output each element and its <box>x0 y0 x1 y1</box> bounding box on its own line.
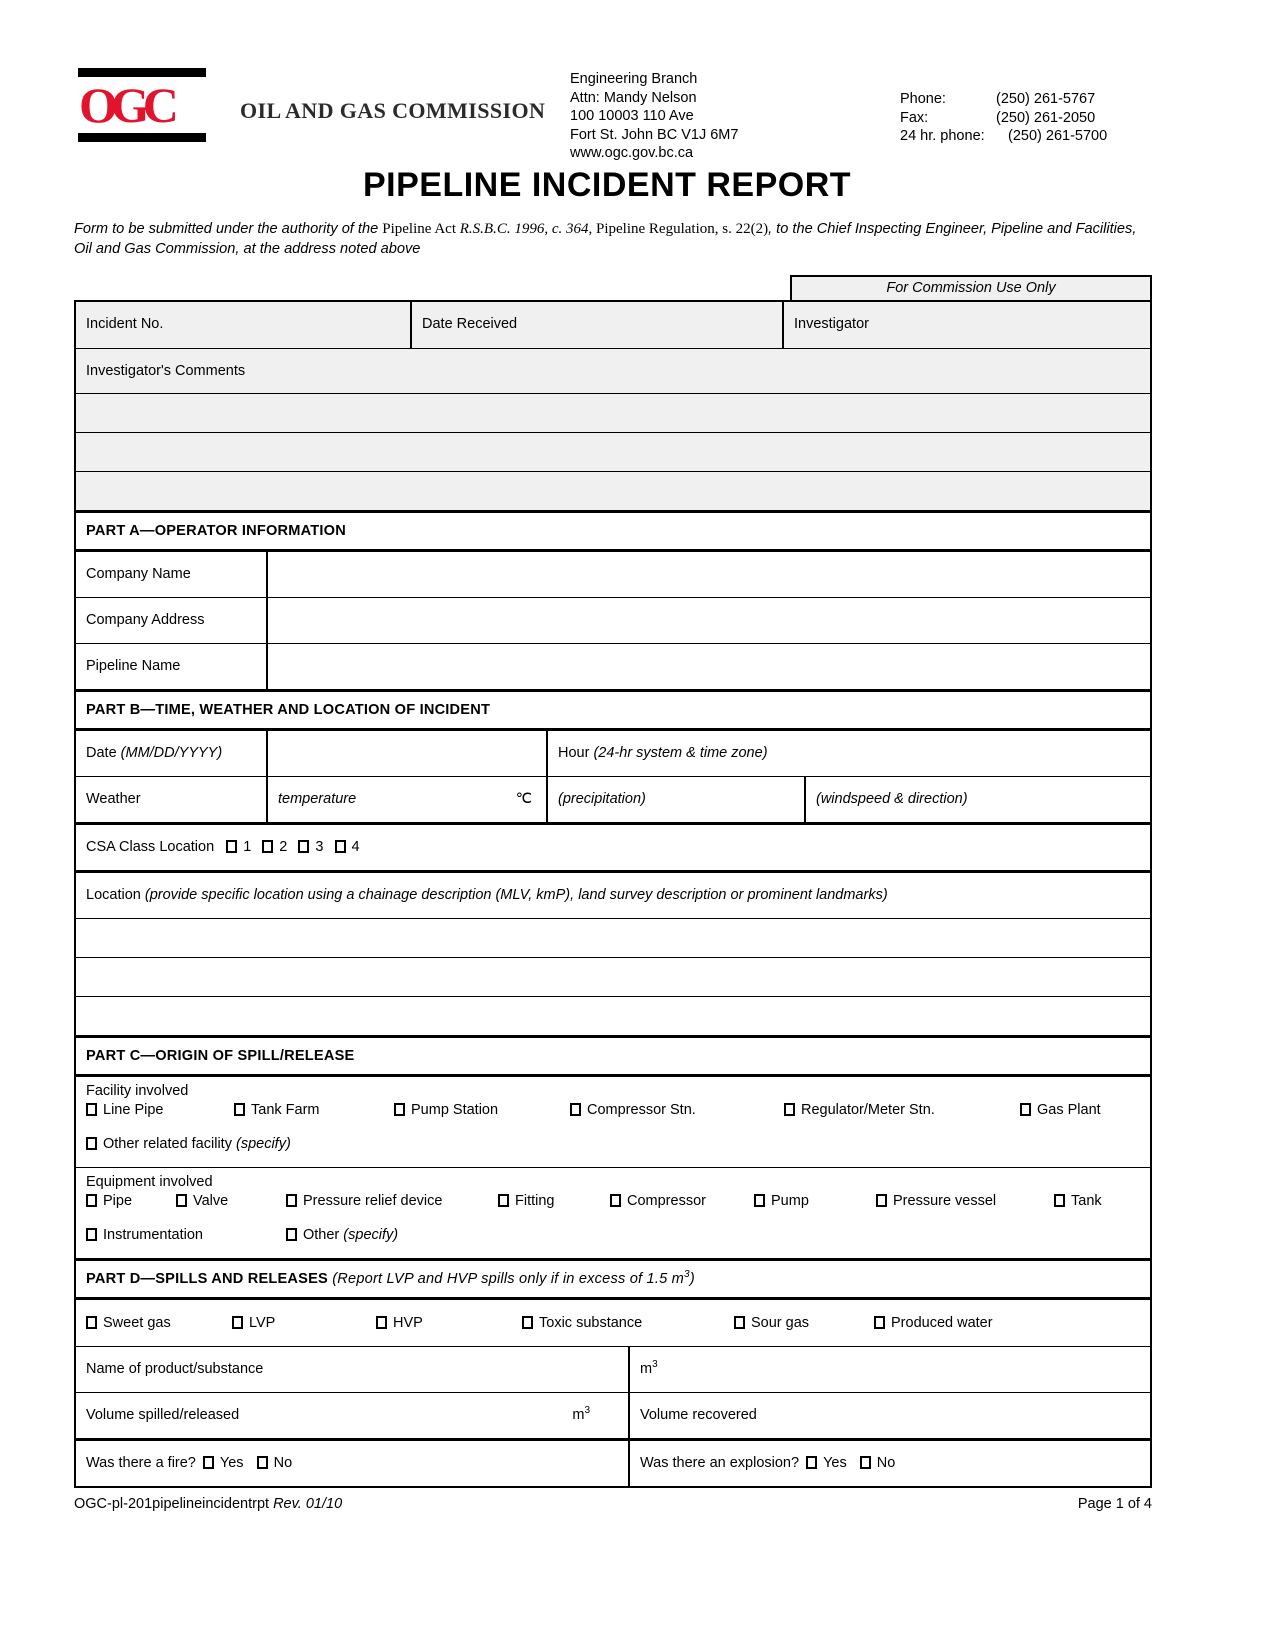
address-line-branch: Engineering Branch <box>570 71 698 87</box>
comments-blank-line[interactable] <box>76 433 1150 471</box>
part-a-heading: PART A—OPERATOR INFORMATION <box>86 523 346 539</box>
investigator-comments-line-3 <box>76 472 1150 513</box>
checkbox-icon[interactable] <box>232 1316 243 1329</box>
equipment-involved-label: Equipment involved <box>86 1174 213 1190</box>
volume-spilled-unit <box>572 1406 590 1424</box>
location-line-1 <box>76 919 1150 958</box>
facility-option-tank-farm[interactable] <box>234 1101 320 1119</box>
csa-option-2-label: 2 <box>279 839 288 855</box>
address-line-street: 100 10003 110 Ave <box>570 108 694 124</box>
commission-tab-row <box>74 275 1152 300</box>
checkbox-icon[interactable] <box>876 1194 887 1207</box>
contact-24hr-value: (250) 261-5700 <box>1008 128 1108 144</box>
equipment-option-pump-label: Pump <box>771 1193 809 1209</box>
checkbox-icon[interactable] <box>234 1103 245 1116</box>
fire-explosion-row <box>76 1441 1150 1486</box>
equipment-option-compressor-label: Compressor <box>627 1193 706 1209</box>
substance-option-lvp-label: LVP <box>249 1315 276 1331</box>
contact-24hr-label: 24 hr. phone: <box>900 128 985 144</box>
cubic-unit: m <box>572 1407 585 1423</box>
equipment-instrumentation-label: Instrumentation <box>103 1227 203 1243</box>
part-d-note-pre: (Report LVP and HVP spills only if in excess of 1.5 m <box>332 1271 685 1287</box>
csa-class-label: CSA Class Location <box>86 839 215 855</box>
equipment-option-fitting[interactable] <box>498 1192 555 1210</box>
equipment-other-hint: (specify) <box>343 1227 399 1243</box>
cubic-unit-exponent: 3 <box>652 1359 658 1371</box>
checkbox-icon[interactable] <box>203 1456 214 1469</box>
cubic-unit-exponent: 3 <box>584 1405 590 1417</box>
facility-option-line-pipe[interactable] <box>86 1101 163 1119</box>
substance-option-toxic-substance[interactable] <box>522 1314 642 1332</box>
explosion-yes-option[interactable] <box>806 1455 847 1471</box>
facility-option-gas-plant-label: Gas Plant <box>1037 1102 1101 1118</box>
checkbox-icon[interactable] <box>376 1316 387 1329</box>
substance-option-hvp[interactable] <box>376 1314 423 1332</box>
checkbox-icon[interactable] <box>754 1194 765 1207</box>
logo-top-bar <box>78 68 206 77</box>
incident-date-label <box>76 731 266 776</box>
part-c-heading-row <box>76 1038 1150 1077</box>
facility-option-compressor-stn[interactable] <box>570 1101 696 1119</box>
contact-fax-label: Fax: <box>900 109 929 126</box>
fire-question-cell <box>76 1441 628 1486</box>
facility-involved-row <box>76 1077 1150 1168</box>
location-label: Location <box>86 887 145 903</box>
facility-option-line-pipe-label: Line Pipe <box>103 1102 164 1118</box>
csa-class-row <box>76 825 1150 873</box>
volume-spilled-label: Volume spilled/released <box>86 1407 240 1423</box>
substance-option-sour-gas-label: Sour gas <box>751 1315 810 1331</box>
checkbox-icon[interactable] <box>806 1456 817 1469</box>
csa-option-1[interactable] <box>226 839 251 855</box>
checkbox-icon[interactable] <box>257 1456 268 1469</box>
cubic-unit: m <box>640 1361 653 1377</box>
authority-part-4: , Pipeline Regulation, s. 22(2) <box>588 221 769 237</box>
date-label-text: Date <box>86 745 121 761</box>
equipment-involved-row <box>76 1168 1150 1261</box>
csa-option-4[interactable] <box>335 839 360 855</box>
company-name-input[interactable] <box>266 552 1150 597</box>
equipment-option-compressor[interactable] <box>610 1192 706 1210</box>
substance-option-hvp-label: HVP <box>393 1315 423 1331</box>
part-b-heading: PART B—TIME, WEATHER AND LOCATION OF INCIDENT <box>86 702 491 718</box>
page-content <box>62 0 1152 1512</box>
checkbox-icon[interactable] <box>286 1228 297 1241</box>
explosion-no-option[interactable] <box>860 1455 896 1471</box>
doc-id-text: OGC-pl-201pipelineincidentrpt <box>74 1496 274 1512</box>
logo-text: OGC <box>79 77 172 133</box>
investigator-comments-label[interactable]: Investigator's Comments <box>76 349 1150 393</box>
fire-no-option[interactable] <box>257 1455 293 1471</box>
organization-name: OIL AND GAS COMMISSION <box>240 98 546 123</box>
substance-options-group <box>76 1300 1150 1346</box>
date-received-field[interactable]: Date Received <box>410 302 782 348</box>
product-name-row <box>76 1347 1150 1393</box>
csa-option-3-label: 3 <box>315 839 324 855</box>
facility-option-pump-station-label: Pump Station <box>411 1102 499 1118</box>
facility-option-pump-station[interactable] <box>394 1101 498 1119</box>
facility-option-regulator-meter-stn[interactable] <box>784 1101 935 1119</box>
facility-option-tank-farm-label: Tank Farm <box>251 1102 320 1118</box>
checkbox-icon[interactable] <box>286 1194 297 1207</box>
substance-option-produced-water[interactable] <box>874 1314 993 1332</box>
equipment-option-pipe-label: Pipe <box>103 1193 133 1209</box>
csa-option-3[interactable] <box>298 839 323 855</box>
checkbox-icon[interactable] <box>610 1194 621 1207</box>
checkbox-icon[interactable] <box>86 1103 97 1116</box>
authority-part-3: R.S.B.C. 1996, c. 364 <box>459 221 589 237</box>
company-name-label: Company Name <box>86 566 191 582</box>
weather-label: Weather <box>86 791 141 807</box>
equipment-option-tank-label: Tank <box>1071 1193 1102 1209</box>
volume-row <box>76 1393 1150 1441</box>
equipment-option-valve-label: Valve <box>193 1193 229 1209</box>
volume-spilled-field[interactable] <box>76 1393 628 1438</box>
equipment-involved-group <box>76 1168 1150 1258</box>
comments-blank-line[interactable] <box>76 394 1150 432</box>
csa-class-location <box>76 825 1150 870</box>
location-input-line[interactable] <box>76 958 1150 996</box>
checkbox-icon[interactable] <box>734 1316 745 1329</box>
document-header <box>62 0 1152 161</box>
substance-option-lvp[interactable] <box>232 1314 275 1332</box>
fire-no-label: No <box>273 1455 293 1471</box>
equipment-option-pump[interactable] <box>754 1192 809 1210</box>
explosion-yes-label: Yes <box>823 1455 847 1471</box>
checkbox-icon[interactable] <box>874 1316 885 1329</box>
investigator-field[interactable]: Investigator <box>782 302 1150 348</box>
address-line-city: Fort St. John BC V1J 6M7 <box>570 126 739 143</box>
csa-option-2[interactable] <box>262 839 287 855</box>
volume-recovered-field[interactable]: Volume recovered <box>628 1393 1150 1438</box>
comments-blank-line[interactable] <box>76 472 1150 510</box>
checkbox-icon[interactable] <box>860 1456 871 1469</box>
equipment-option-pressure-relief-device[interactable] <box>286 1192 442 1210</box>
substance-option-toxic-substance-label: Toxic substance <box>539 1315 643 1331</box>
address-line-attn: Attn: Mandy Nelson <box>570 89 697 106</box>
substance-option-sweet-gas[interactable] <box>86 1314 171 1332</box>
location-label-cell <box>76 873 1150 918</box>
part-d-heading-row <box>76 1261 1150 1300</box>
equipment-option-pipe[interactable] <box>86 1192 132 1210</box>
contact-fax <box>900 109 1152 128</box>
substance-options-row <box>76 1300 1150 1347</box>
pipeline-name-input[interactable] <box>266 644 1150 689</box>
equipment-option-instrumentation[interactable] <box>86 1226 203 1244</box>
equipment-option-tank[interactable] <box>1054 1192 1102 1210</box>
pipeline-name-row <box>76 644 1150 692</box>
checkbox-icon[interactable] <box>262 840 273 853</box>
investigator-comments-line-1 <box>76 394 1150 433</box>
location-label-row <box>76 873 1150 919</box>
location-input-line[interactable] <box>76 997 1150 1035</box>
location-line-3 <box>76 997 1150 1038</box>
facility-option-regulator-meter-stn-label: Regulator/Meter Stn. <box>801 1102 935 1118</box>
date-format-hint: (MM/DD/YYYY) <box>120 745 223 761</box>
facility-other-hint: (specify) <box>235 1136 291 1152</box>
incident-hour-field[interactable] <box>546 731 1150 776</box>
incident-no-field[interactable]: Incident No. <box>76 302 410 348</box>
checkbox-icon[interactable] <box>394 1103 405 1116</box>
hour-label-text: Hour <box>558 745 594 761</box>
equipment-other-line <box>86 1226 1140 1250</box>
hour-format-hint: (24-hr system & time zone) <box>593 745 768 761</box>
authority-part-1: Form to be submitted under the authority of the <box>74 221 383 237</box>
temperature-unit: ℃ <box>515 791 532 807</box>
facility-option-compressor-stn-label: Compressor Stn. <box>587 1102 696 1118</box>
substance-option-sour-gas[interactable] <box>734 1314 809 1332</box>
company-address-input[interactable] <box>266 598 1150 643</box>
equipment-option-valve[interactable] <box>176 1192 228 1210</box>
substance-option-sweet-gas-label: Sweet gas <box>103 1315 171 1331</box>
facility-options-line <box>86 1101 1140 1125</box>
checkbox-icon[interactable] <box>226 840 237 853</box>
part-a-heading-row <box>76 513 1150 552</box>
document-footer <box>74 1488 1152 1512</box>
investigator-comments-line-2 <box>76 433 1150 472</box>
checkbox-icon[interactable] <box>1054 1194 1065 1207</box>
checkbox-icon[interactable] <box>522 1316 533 1329</box>
precipitation-field[interactable]: (precipitation) <box>546 777 804 822</box>
location-line-2 <box>76 958 1150 997</box>
equipment-option-pressure-vessel[interactable] <box>876 1192 996 1210</box>
checkbox-icon[interactable] <box>570 1103 581 1116</box>
footer-doc-id <box>74 1496 342 1512</box>
page-title: PIPELINE INCIDENT REPORT <box>362 166 852 204</box>
contact-phone-label: Phone: <box>900 91 946 107</box>
fire-yes-label: Yes <box>219 1455 244 1471</box>
facility-option-other[interactable] <box>86 1135 291 1153</box>
incident-date-input[interactable] <box>266 731 546 776</box>
contact-phone <box>900 90 1152 109</box>
temperature-field[interactable] <box>266 777 546 822</box>
weather-row <box>76 777 1150 825</box>
checkbox-icon[interactable] <box>86 1137 97 1150</box>
windspeed-field[interactable]: (windspeed & direction) <box>804 777 1150 822</box>
footer-page-number: Page 1 of 4 <box>1077 1496 1152 1512</box>
investigator-comments-row <box>76 349 1150 394</box>
address-website: www.ogc.gov.bc.ca <box>570 145 694 161</box>
fire-question-label: Was there a fire? <box>86 1455 200 1471</box>
commission-header-row <box>76 302 1150 349</box>
explosion-question-cell <box>628 1441 1150 1486</box>
explosion-question-label: Was there an explosion? <box>640 1455 804 1471</box>
checkbox-icon[interactable] <box>86 1194 97 1207</box>
part-c-heading: PART C—ORIGIN OF SPILL/RELEASE <box>86 1048 355 1064</box>
part-d-note-sup: 3 <box>684 1269 690 1281</box>
contact-fax-value: (250) 261-2050 <box>996 109 1096 126</box>
contact-24hr <box>900 127 1152 146</box>
equipment-option-pressure-relief-device-label: Pressure relief device <box>303 1193 443 1209</box>
checkbox-icon[interactable] <box>1020 1103 1031 1116</box>
date-hour-row <box>76 731 1150 777</box>
equipment-other-label: Other <box>303 1227 344 1243</box>
authority-part-5: , to the Chief Inspecting Engineer, Pipeline and Facilities, Oil and Gas Commission, at the address noted above <box>74 221 1137 257</box>
equipment-option-other[interactable] <box>286 1226 398 1244</box>
doc-revision: Rev. 01/10 <box>273 1496 343 1512</box>
substance-option-produced-water-label: Produced water <box>891 1315 993 1331</box>
logo-bottom-bar <box>78 133 206 142</box>
part-d-note-post: ) <box>689 1271 695 1287</box>
fire-yes-option[interactable] <box>203 1455 244 1471</box>
company-address-label: Company Address <box>86 612 205 628</box>
explosion-no-label: No <box>876 1455 896 1471</box>
company-address-row <box>76 598 1150 644</box>
facility-involved-group <box>76 1077 1150 1167</box>
substance-options-line <box>86 1314 1140 1338</box>
equipment-option-pressure-vessel-label: Pressure vessel <box>893 1193 997 1209</box>
pipeline-name-label: Pipeline Name <box>86 658 181 674</box>
commission-use-only-tab: For Commission Use Only <box>790 275 1152 300</box>
facility-involved-label: Facility involved <box>86 1083 189 1099</box>
checkbox-icon[interactable] <box>176 1194 187 1207</box>
agency-address <box>570 62 900 163</box>
temperature-label: temperature <box>278 791 357 807</box>
csa-option-1-label: 1 <box>243 839 252 855</box>
facility-option-gas-plant[interactable] <box>1020 1101 1101 1119</box>
part-d-heading-text: PART D—SPILLS AND RELEASES <box>86 1271 333 1287</box>
authority-statement <box>74 219 1152 259</box>
equipment-options-line <box>86 1192 1140 1216</box>
location-input-line[interactable] <box>76 919 1150 957</box>
csa-option-4-label: 4 <box>351 839 360 855</box>
checkbox-icon[interactable] <box>298 840 309 853</box>
facility-other-line <box>86 1135 1140 1159</box>
checkbox-icon[interactable] <box>86 1228 97 1241</box>
part-b-heading-row <box>76 692 1150 731</box>
checkbox-icon[interactable] <box>784 1103 795 1116</box>
company-name-row <box>76 552 1150 598</box>
equipment-option-fitting-label: Fitting <box>515 1193 555 1209</box>
authority-part-2: Pipeline Act <box>382 221 460 237</box>
checkbox-icon[interactable] <box>498 1194 509 1207</box>
checkbox-icon[interactable] <box>335 840 346 853</box>
agency-contacts <box>900 62 1152 146</box>
product-name-field[interactable]: Name of product/substance <box>86 1361 264 1377</box>
checkbox-icon[interactable] <box>86 1316 97 1329</box>
part-d-heading <box>76 1261 1150 1297</box>
product-volume-unit-cell[interactable] <box>628 1347 1150 1392</box>
ogc-logo <box>62 62 218 142</box>
form-table <box>74 300 1152 1488</box>
contact-phone-value: (250) 261-5767 <box>996 91 1096 107</box>
location-hint: (provide specific location using a chainage description (MLV, kmP), land survey description or prominent landmarks) <box>144 887 888 903</box>
facility-other-label: Other related facility <box>103 1136 236 1152</box>
